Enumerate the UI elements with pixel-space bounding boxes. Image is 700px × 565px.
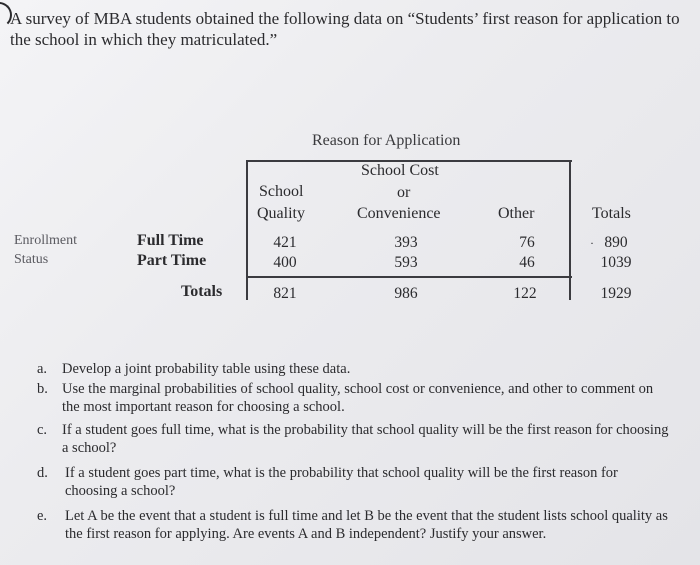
cell-pt-other: 46	[519, 254, 535, 271]
question-text: Develop a joint probability table using these data.	[62, 361, 351, 377]
question-text: If a student goes part time, what is the probability that school quality will be the first reason for choosing a school?	[65, 465, 618, 499]
question-text: Let A be the event that a student is full time and let B be the event that the student lists school quality as the first reason for applying. Are events A and B independent? Justify your answer.	[65, 508, 668, 542]
row-label-full-time: Full Time	[137, 232, 204, 249]
intro-paragraph: A survey of MBA students obtained the following data on “Students’ first reason for application to the school in which they matriculated.”	[10, 9, 680, 49]
cell-pt-school-quality: 400	[273, 254, 297, 271]
col-header-other: Other	[498, 205, 535, 222]
question-text: Use the marginal probabilities of school quality, school cost or convenience, and other to comment on the most important reason for choosing a school.	[62, 381, 654, 415]
table-left-rule	[246, 160, 248, 300]
cell-ft-other: 76	[519, 234, 535, 251]
cell-ft-cost: 393	[394, 234, 418, 251]
col-header-school-quality-2: Quality	[257, 205, 305, 222]
col-header-cost-1: School Cost	[361, 162, 439, 179]
cell-total-other: 122	[513, 285, 537, 302]
cell-total-cost: 986	[394, 285, 418, 302]
question-text: If a student goes full time, what is the probability that school quality will be the first reason for choosing a school?	[62, 422, 669, 456]
row-group-label-1: Enrollment	[14, 233, 77, 248]
cell-ft-school-quality: 421	[273, 234, 297, 251]
table-top-rule	[247, 160, 572, 162]
question-letter: e.	[37, 508, 48, 524]
row-group-label-2: Status	[14, 252, 49, 267]
stray-dot-mark: ·	[590, 236, 594, 250]
table-title: Reason for Application	[312, 132, 461, 149]
question-letter: a.	[37, 361, 48, 377]
table-right-rule	[569, 160, 571, 300]
col-header-cost-2: or	[397, 184, 411, 201]
cell-grand-total: 1929	[600, 285, 632, 302]
row-label-part-time: Part Time	[137, 252, 207, 269]
question-letter: c.	[37, 422, 48, 438]
cell-total-school-quality: 821	[273, 285, 297, 302]
col-header-cost-3: Convenience	[357, 205, 441, 222]
question-letter: d.	[37, 465, 48, 481]
col-header-totals: Totals	[592, 205, 631, 222]
cell-pt-cost: 593	[394, 254, 418, 271]
row-label-totals: Totals	[181, 283, 223, 300]
cell-pt-total: 1039	[600, 254, 632, 271]
col-header-school-quality-1: School	[259, 183, 304, 200]
cell-ft-total: 890	[604, 234, 628, 251]
question-letter: b.	[37, 381, 48, 397]
table-totals-rule	[247, 276, 572, 278]
